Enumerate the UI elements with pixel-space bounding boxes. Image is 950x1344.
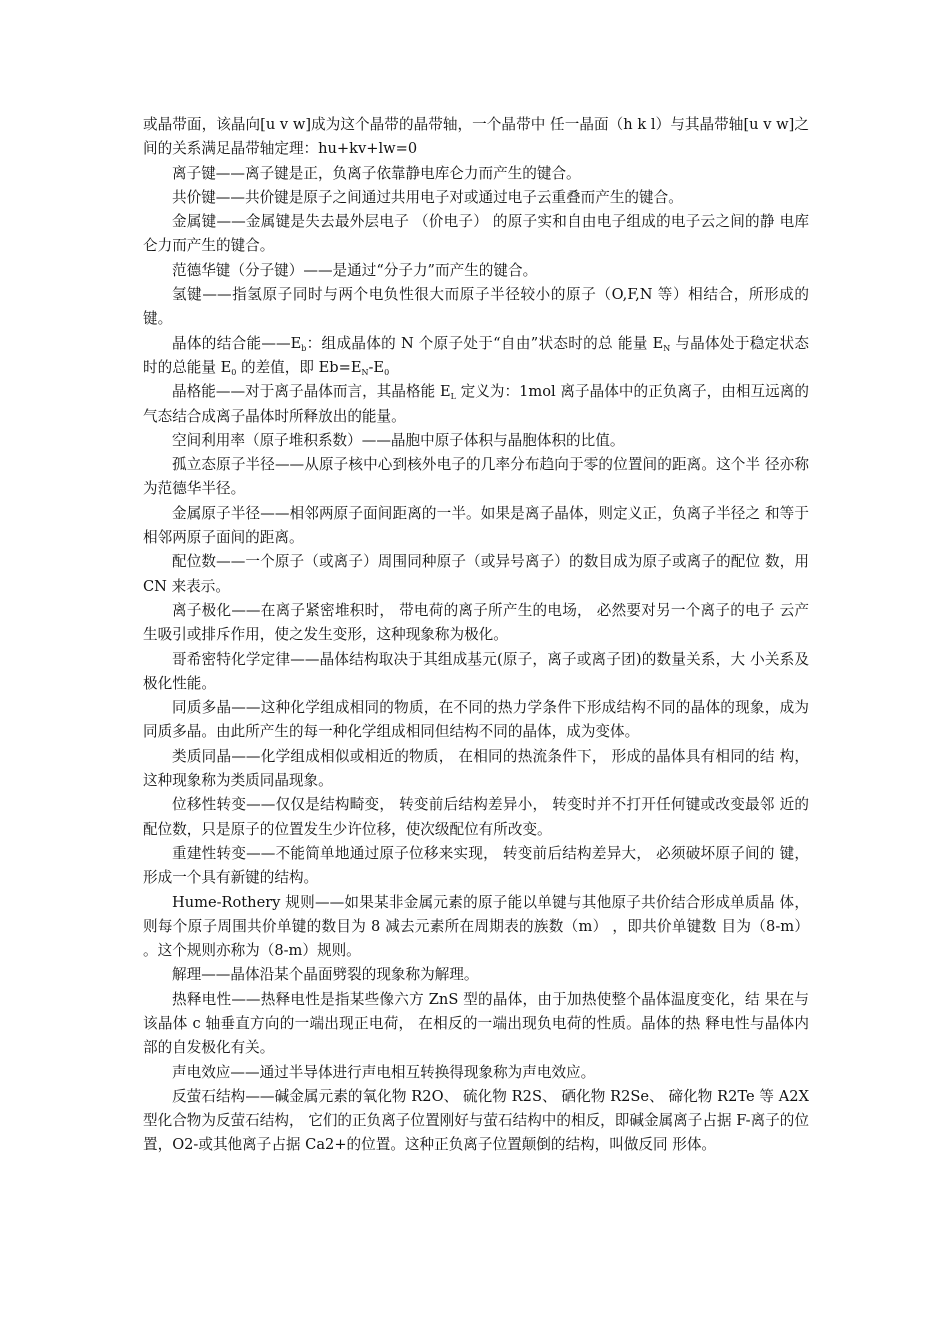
- document-body: [143, 113, 809, 1158]
- subscript-text: b: [301, 343, 307, 353]
- paragraph-text: 哥希密特化学定律——晶体结构取决于其组成基元(原子，离子或离子团)的数量关系，大 小关系及极化性能。: [143, 650, 809, 692]
- paragraph: [143, 429, 809, 453]
- paragraph-text: 反萤石结构——碱金属元素的氧化物 R2O、 硫化物 R2S、 硒化物 R2Se、 碲化物 R2Te 等 A2X 型化合物为反萤石结构， 它们的正负离子位置刚好与萤石结构中的相反，即碱金属离子占据 F-离子的位置，O2-或其他离子占据 Ca2+的位置。这种正负离子位置颠倒的结构，叫做反同 形体。: [143, 1087, 809, 1154]
- paragraph: [143, 113, 809, 162]
- paragraph: [143, 842, 809, 891]
- paragraph-text: 金属原子半径——相邻两原子面间距离的一半。如果是离子晶体，则定义正，负离子半径之 和等于相邻两原子面间的距离。: [143, 504, 809, 547]
- paragraph-text: 金属键——金属键是失去最外层电子 （价电子） 的原子实和自由电子组成的电子云之间的静 电库仑力而产生的键合。: [143, 213, 809, 255]
- paragraph: [143, 283, 809, 332]
- paragraph: [143, 793, 809, 842]
- paragraph-text: 声电效应——通过半导体进行声电相互转换得现象称为声电效应。: [172, 1063, 596, 1081]
- paragraph: [143, 745, 809, 794]
- paragraph-text: 的差值，即 Eb=E: [236, 358, 362, 376]
- paragraph-text: -E: [368, 358, 385, 376]
- paragraph-text: Hume-Rothery 规则——如果某非金属元素的原子能以单键与其他原子共价结合形成单质晶 体，则每个原子周围共价单键的数目为 8 减去元素所在周期表的族数（m） ，即共价单键数 目为（8-m） 。这个规则亦称为（8-m）规则。: [143, 893, 809, 960]
- paragraph: [143, 186, 809, 210]
- paragraph: [143, 963, 809, 987]
- paragraph-text: 晶体的结合能——E: [172, 334, 302, 352]
- paragraph: [143, 162, 809, 186]
- paragraph: [143, 259, 809, 283]
- paragraph: [143, 210, 809, 259]
- paragraph: [143, 380, 809, 429]
- paragraph: [143, 332, 809, 381]
- paragraph-text: 共价键——共价键是原子之间通过共用电子对或通过电子云重叠而产生的键合。: [172, 188, 683, 206]
- paragraph-text: 空间利用率（原子堆积系数）——晶胞中原子体积与晶胞体积的比值。: [172, 431, 625, 449]
- subscript-text: 0: [384, 367, 390, 377]
- paragraph-text: 孤立态原子半径——从原子核中心到核外电子的几率分布趋向于零的位置间的距离。这个半 径亦称为范德华半径。: [143, 456, 809, 498]
- paragraph-text: 同质多晶——这种化学组成相同的物质，在不同的热力学条件下形成结构不同的晶体的现象，成为同质多晶。由此所产生的每一种化学组成相同但结构不同的晶体，成为变体。: [143, 699, 809, 741]
- paragraph-text: 解理——晶体沿某个晶面劈裂的现象称为解理。: [172, 966, 479, 984]
- paragraph-text: 与晶体处于稳定状态时的总能量 E: [143, 334, 810, 376]
- subscript-text: N: [663, 343, 671, 353]
- paragraph-text: 位移性转变——仅仅是结构畸变， 转变前后结构差异小， 转变时并不打开任何键或改变最邻 近的配位数，只是原子的位置发生少许位移，使次级配位有所改变。: [143, 796, 809, 838]
- paragraph: [143, 599, 809, 648]
- subscript-text: L: [450, 392, 456, 402]
- paragraph: [143, 696, 809, 745]
- paragraph-text: 离子键——离子键是正，负离子依靠静电库仑力而产生的键合。: [172, 164, 581, 182]
- paragraph-text: 热释电性——热释电性是指某些像六方 ZnS 型的晶体，由于加热使整个晶体温度变化，结 果在与该晶体 c 轴垂直方向的一端出现正电荷， 在相反的一端出现负电荷的性质。晶体的热 释电性与晶体内部的自发极化有关。: [143, 990, 809, 1057]
- subscript-text: N: [361, 367, 369, 377]
- paragraph: [143, 988, 809, 1061]
- paragraph-text: 氢键——指氢原子同时与两个电负性很大而原子半径较小的原子（O,F,N 等）相结合，所形成的键。: [143, 286, 809, 328]
- paragraph-text: 重建性转变——不能简单地通过原子位移来实现， 转变前后结构差异大， 必须破坏原子间的 键，形成一个具有新键的结构。: [143, 844, 809, 887]
- paragraph: [143, 1061, 809, 1085]
- paragraph: [143, 891, 809, 964]
- paragraph-text: 离子极化——在离子紧密堆积时， 带电荷的离子所产生的电场， 必然要对另一个离子的电子 云产生吸引或排斥作用，使之发生变形，这种现象称为极化。: [143, 601, 809, 644]
- paragraph: [143, 1085, 809, 1158]
- paragraph: [143, 648, 809, 697]
- paragraph-text: 或晶带面，该晶向[u v w]成为这个晶带的晶带轴，一个晶带中 任一晶面（h k l）与其晶带轴[u v w]之间的关系满足晶带轴定理：hu+kv+lw=0: [143, 116, 809, 158]
- paragraph-text: 范德华键（分子键）——是通过“分子力”而产生的键合。: [172, 261, 538, 279]
- subscript-text: 0: [231, 367, 237, 377]
- paragraph-text: 晶格能——对于离子晶体而言，其晶格能 E: [172, 383, 451, 401]
- paragraph: [143, 502, 809, 551]
- paragraph-text: 配位数——一个原子（或离子）周围同种原子（或异号离子）的数目成为原子或离子的配位 数，用 CN 来表示。: [143, 553, 809, 595]
- paragraph: [143, 550, 809, 599]
- paragraph: [143, 453, 809, 502]
- paragraph-text: 定义为：1mol 离子晶体中的正负离子，由相互远离的气态结合成离子晶体时所释放出的能量。: [143, 383, 810, 425]
- paragraph-text: 类质同晶——化学组成相似或相近的物质， 在相同的热流条件下， 形成的晶体具有相同的结 构，这种现象称为类质同晶现象。: [143, 747, 809, 790]
- paragraph-text: ：组成晶体的 N 个原子处于“自由”状态时的总 能量 E: [306, 334, 664, 352]
